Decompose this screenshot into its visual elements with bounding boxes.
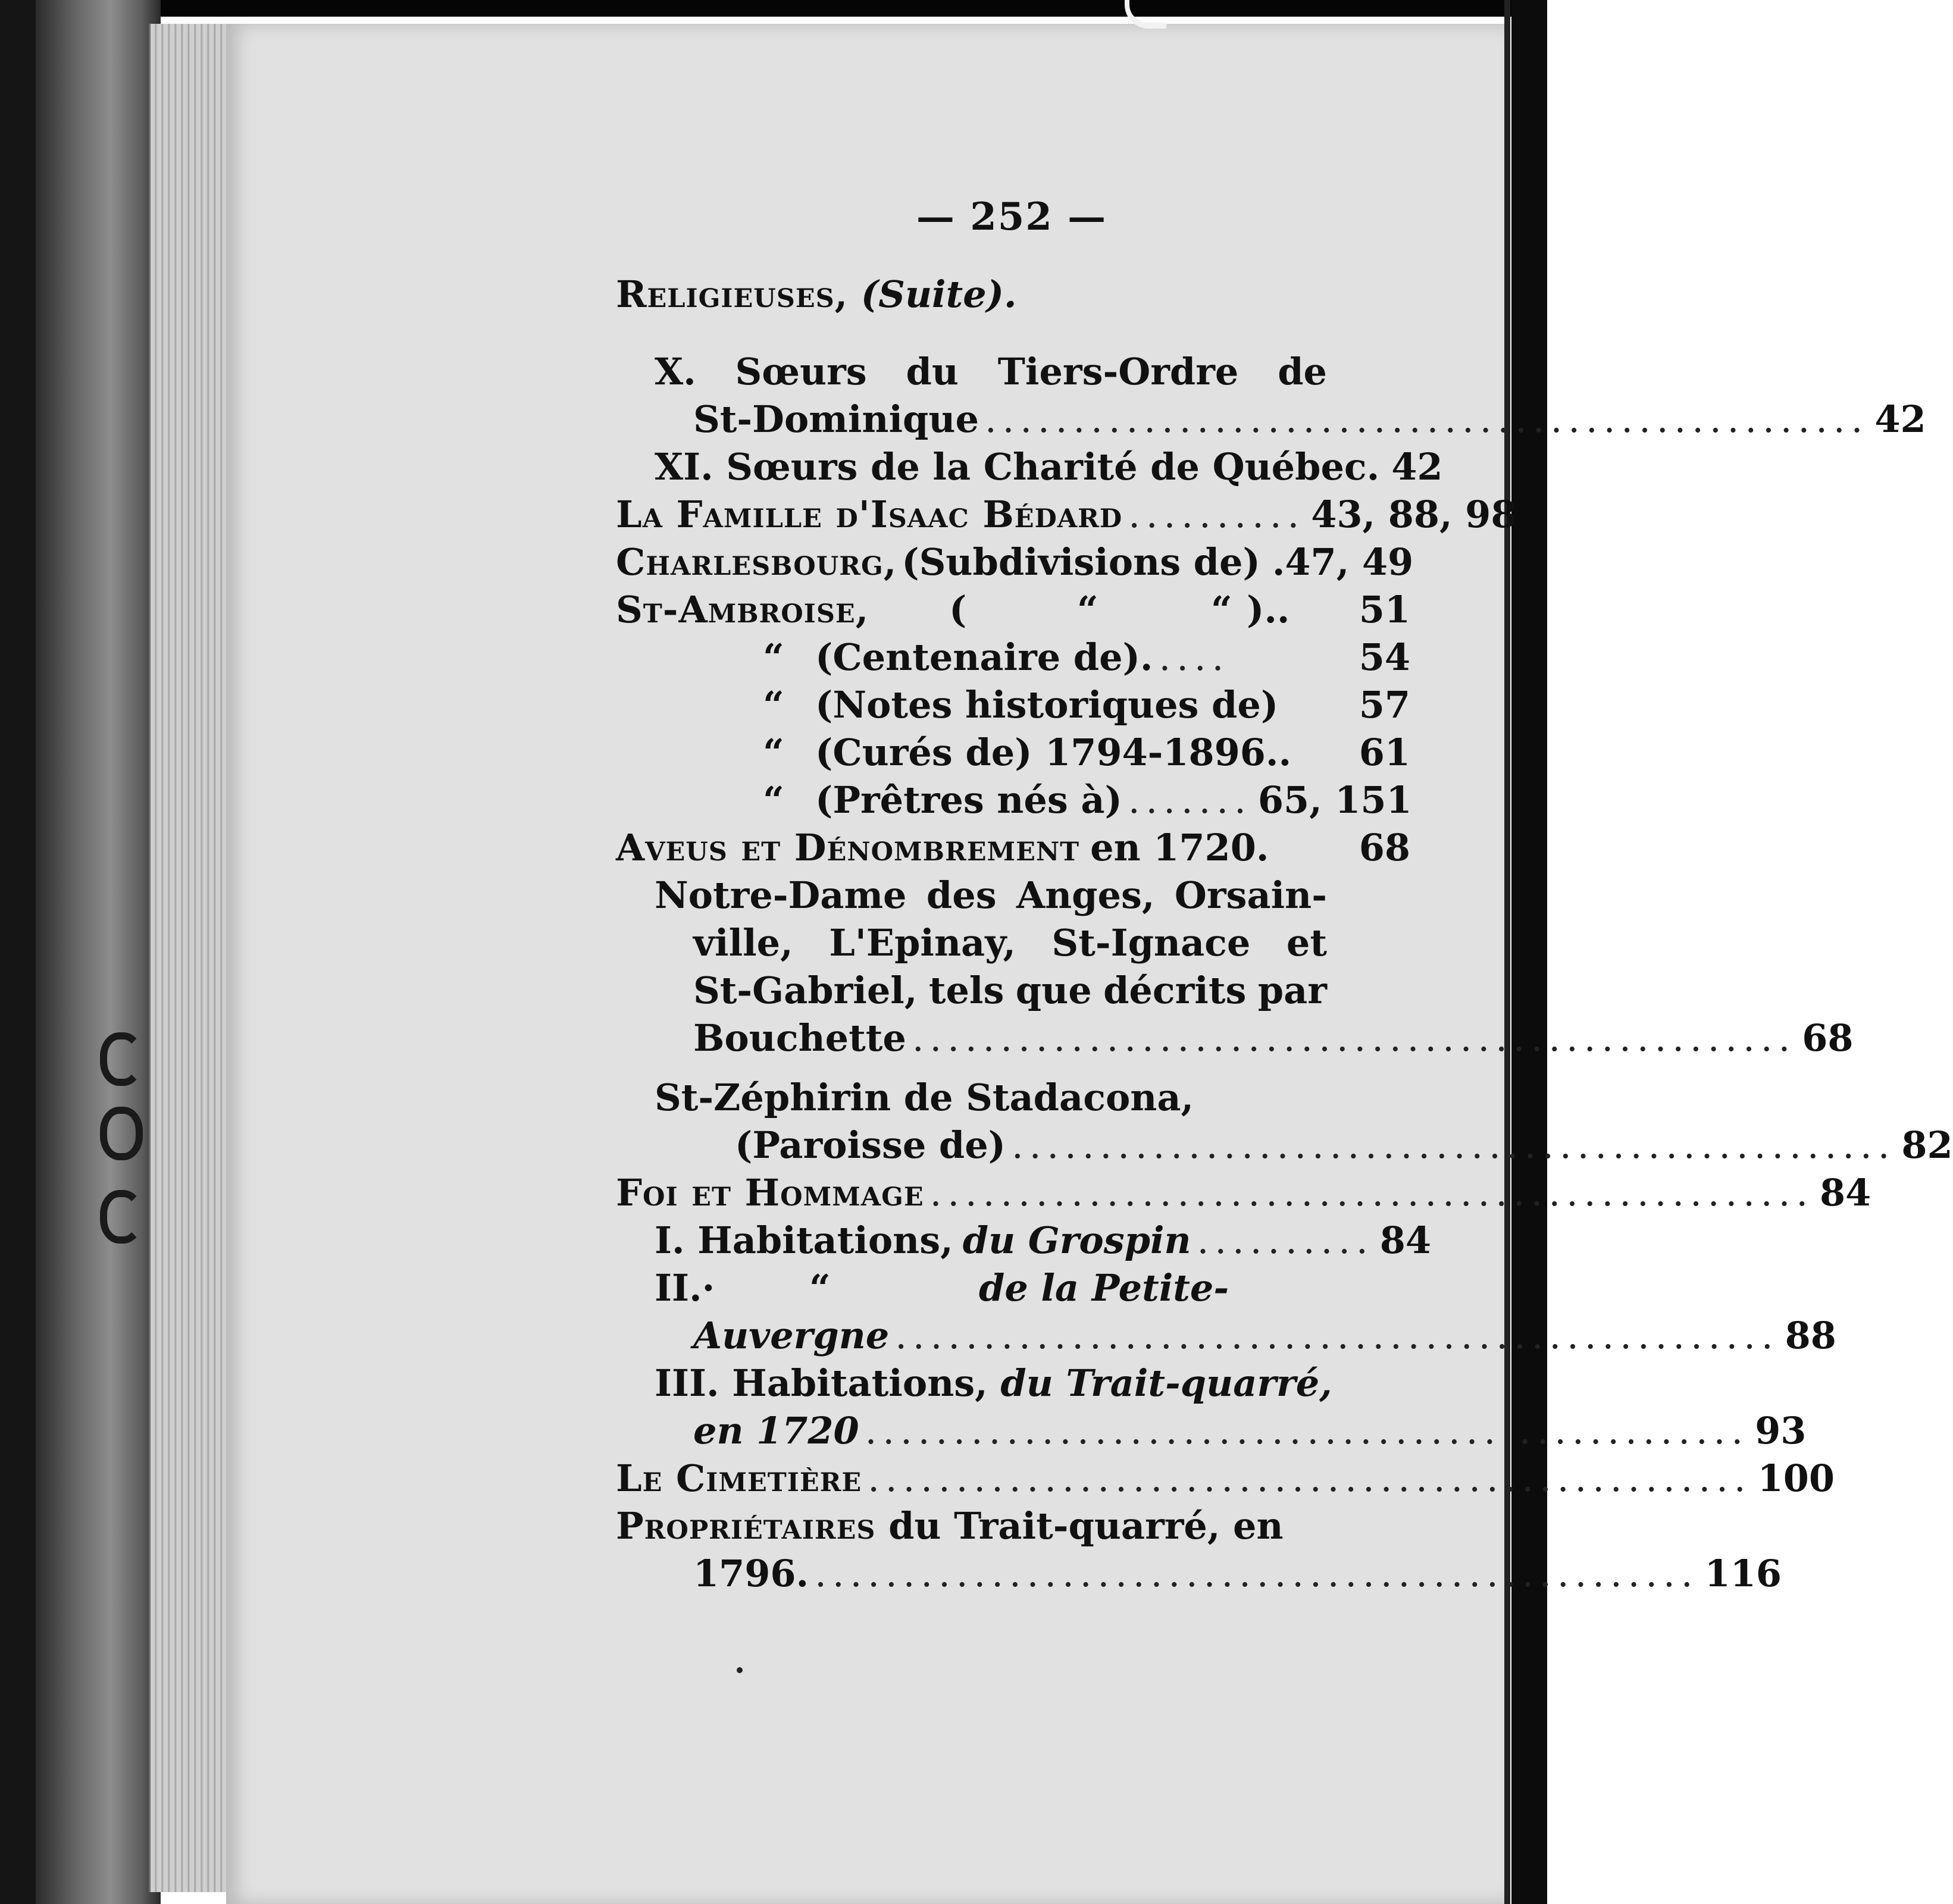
- word: L'Epinay,: [829, 921, 1016, 964]
- entry-place: de la Petite-: [979, 1266, 1229, 1310]
- entry-ambroise-notes: [750, 681, 1410, 729]
- page-ref: 100: [1757, 1457, 1835, 1500]
- heading-suite: (Suite).: [860, 273, 1017, 316]
- entry-zephirin-line2: [735, 1122, 1953, 1169]
- entry-text: I. Habitations,: [655, 1219, 953, 1262]
- entry-text: (Centenaire de).: [815, 635, 1153, 679]
- scan-rule-right: [1504, 0, 1510, 1904]
- entry-st-ambroise: [616, 586, 1410, 634]
- page-ref: 84: [1820, 1171, 1871, 1214]
- entry-notre-dame-line2: [693, 919, 1327, 967]
- word: que: [1015, 969, 1092, 1012]
- entry-habitations-3: [655, 1360, 1332, 1407]
- entry-title: La Famille d'Isaac Bédard: [616, 493, 1123, 536]
- dot-leader: ..................................................: [815, 1552, 1699, 1595]
- ditto-mark: “: [763, 683, 784, 726]
- word: St-Ignace: [1051, 921, 1251, 964]
- word: et: [1286, 921, 1327, 964]
- scan-border-right: [1511, 0, 1547, 1904]
- word: ville,: [693, 921, 793, 964]
- entry-text: 1796.: [693, 1552, 809, 1595]
- entry-text: St-Dominique: [693, 397, 979, 441]
- word: par: [1257, 969, 1327, 1012]
- dot-leader: ..................................................: [895, 1314, 1779, 1357]
- entry-title: Le Cimetière: [616, 1457, 862, 1500]
- page-ref: 93: [1755, 1409, 1807, 1452]
- ditto-mark: “: [763, 635, 784, 679]
- entry-ambroise-centenaire: [750, 634, 1410, 681]
- page-ref: 116: [1704, 1552, 1782, 1595]
- entry-text: II.·: [655, 1266, 715, 1310]
- word: Tiers-Ordre: [997, 350, 1239, 393]
- entry-text: (Paroisse de): [735, 1123, 1006, 1167]
- ditto-mark: “: [763, 778, 784, 822]
- page-ref: 88: [1785, 1314, 1836, 1357]
- dot-leader: ..................................................: [868, 1457, 1752, 1500]
- page-ref: 42: [1391, 445, 1443, 488]
- word: de: [1278, 350, 1327, 393]
- entry-title: Charlesbourg,: [616, 540, 897, 584]
- entry-foi: [616, 1169, 1871, 1217]
- dot-leader: ..........: [1128, 493, 1306, 536]
- word: du: [906, 350, 959, 393]
- entry-x-line2: [693, 396, 1926, 443]
- entry-text: (Notes historiques de): [815, 683, 1279, 726]
- word: décrits: [1103, 969, 1247, 1012]
- page-ref: 82: [1901, 1123, 1953, 1167]
- entry-proprietaires: [616, 1502, 1284, 1550]
- entry-ambroise-pretres: [750, 776, 1410, 824]
- word: des: [926, 873, 997, 917]
- page-ref: 84: [1379, 1219, 1432, 1262]
- dot-leader: .......: [1128, 778, 1252, 822]
- entry-x-line1: [655, 348, 1327, 396]
- page-number: — 252 —: [916, 195, 1107, 239]
- ditto-mark: “: [763, 731, 784, 774]
- ditto-paren: )..: [1247, 588, 1290, 631]
- entry-place: en 1720: [693, 1409, 859, 1452]
- entry-text: III. Habitations,: [655, 1361, 988, 1405]
- dot-leader: ..........: [1197, 1219, 1374, 1262]
- entry-1796: [693, 1550, 1782, 1598]
- page-ref: 68: [1359, 826, 1410, 869]
- entry-text: Bouchette: [693, 1016, 906, 1060]
- ditto-mark: “: [809, 1266, 831, 1310]
- entry-habitations-1: [655, 1217, 1432, 1264]
- spine-mark: [100, 1032, 143, 1086]
- page-ref: 42: [1874, 397, 1926, 441]
- page-ref: .47, 49: [1272, 540, 1414, 584]
- entry-title: Foi et Hommage: [616, 1171, 924, 1214]
- word: Orsain-: [1174, 873, 1327, 917]
- page-ref: 68: [1802, 1016, 1854, 1060]
- heading-title: Religieuses,: [616, 273, 849, 316]
- spine-mark: [100, 1107, 143, 1160]
- section-heading: [616, 271, 1017, 318]
- entry-famille: [616, 491, 1517, 538]
- dot-leader: ..................................................: [984, 397, 1869, 441]
- word: X.: [655, 350, 696, 393]
- dot-leader: ..................................................: [865, 1409, 1749, 1452]
- word: Anges,: [1016, 873, 1155, 917]
- entry-en-1720: [693, 1407, 1807, 1455]
- ditto-mark: “: [1077, 588, 1098, 631]
- entry-charlesbourg: [616, 538, 1414, 586]
- word: tels: [928, 969, 1004, 1012]
- entry-aveus: [616, 824, 1410, 872]
- dot-leader: ..................................................: [912, 1016, 1796, 1060]
- page-ref: 65, 151: [1257, 778, 1412, 822]
- page-ref: 57: [1359, 683, 1410, 726]
- entry-title: Propriétaires: [616, 1504, 876, 1548]
- entry-title: St-Ambroise,: [616, 588, 869, 631]
- page-ref: 61: [1359, 731, 1410, 774]
- entry-text: (Subdivisions de): [902, 540, 1260, 584]
- ink-speck: [737, 1667, 743, 1673]
- spine-mark: [100, 1190, 143, 1244]
- book-spine: [36, 0, 161, 1904]
- scan-border-top: [0, 0, 1547, 17]
- entry-xi: [655, 443, 1443, 491]
- entry-text: en 1720.: [1090, 826, 1269, 869]
- entry-zephirin-line1: St-Zéphirin de Stadacona,: [655, 1076, 1194, 1119]
- entry-notre-dame-line3: [693, 967, 1327, 1014]
- scan-border-left: [0, 0, 36, 1904]
- ditto-paren: (: [949, 588, 967, 631]
- entry-ambroise-cures: [750, 729, 1410, 776]
- page-ref: 51: [1359, 588, 1410, 631]
- entry-text: du Trait-quarré, en: [888, 1504, 1284, 1548]
- entry-title: Aveus et Dénombrement: [616, 826, 1080, 869]
- entry-text: XI. Sœurs de la Charité de Québec.: [655, 445, 1380, 488]
- ditto-mark: “: [1211, 588, 1232, 631]
- entry-bouchette: [693, 1014, 1854, 1062]
- page-ref: 54: [1359, 635, 1410, 679]
- entry-place: Auvergne: [693, 1314, 890, 1357]
- entry-text: (Curés de) 1794-1896..: [815, 731, 1292, 774]
- entry-place: du Trait-quarré,: [1000, 1361, 1332, 1405]
- dot-leader: ..................................................: [1012, 1123, 1896, 1167]
- word: St-Gabriel,: [693, 969, 918, 1012]
- page-ref: 43, 88, 98: [1311, 493, 1517, 536]
- entry-text: (Prêtres nés à): [815, 778, 1122, 822]
- word: Sœurs: [735, 350, 867, 393]
- entry-cimetiere: [616, 1455, 1835, 1502]
- entry-notre-dame-line1: [655, 872, 1327, 919]
- dot-leader: ....: [1159, 635, 1230, 679]
- entry-habitations-2: [655, 1264, 1410, 1312]
- dot-leader: ..................................................: [929, 1171, 1814, 1214]
- entry-auvergne: [693, 1312, 1836, 1360]
- word: Notre-Dame: [655, 873, 907, 917]
- entry-place: du Grospin: [962, 1219, 1191, 1262]
